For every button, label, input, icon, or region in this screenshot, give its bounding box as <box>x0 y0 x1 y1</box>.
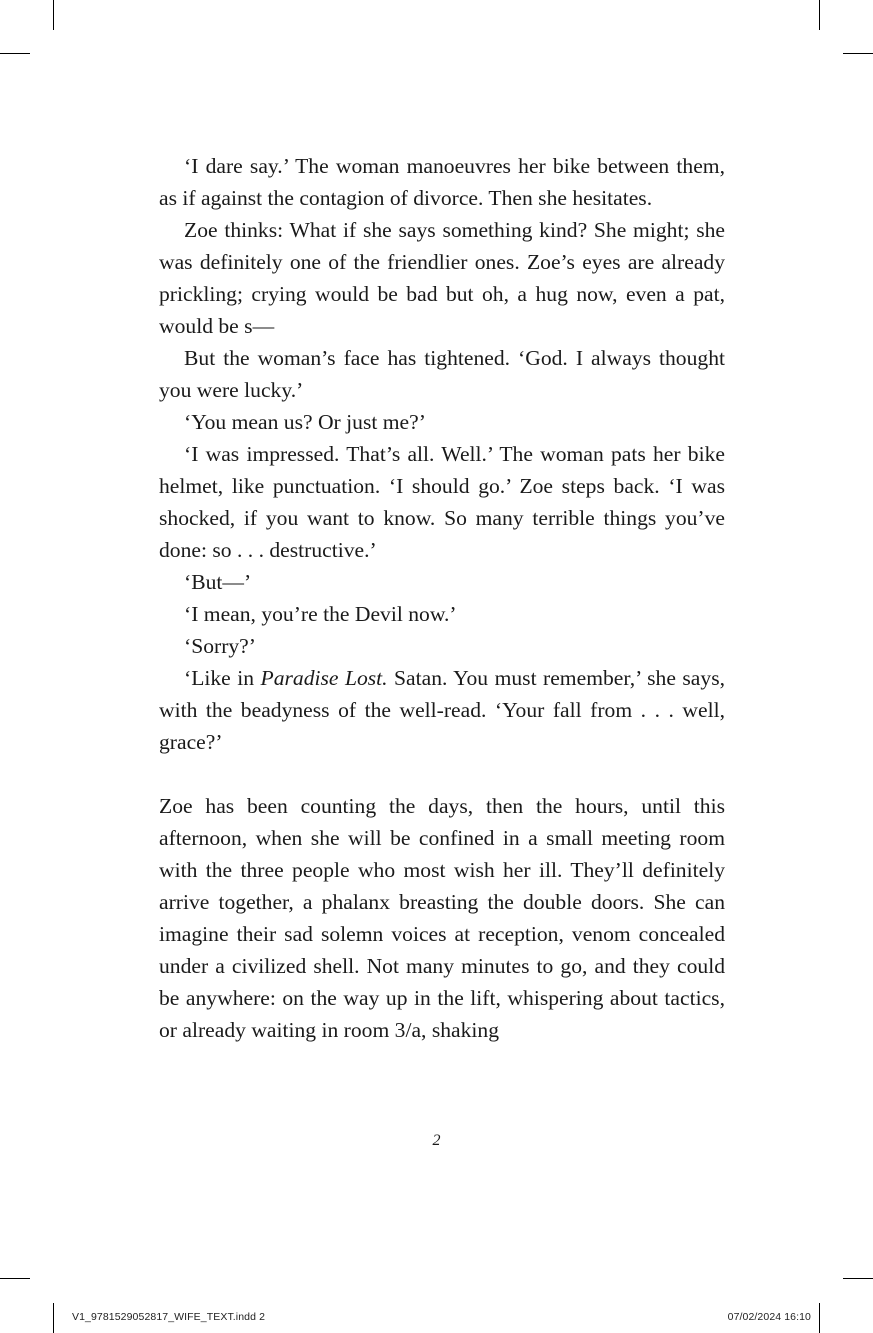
paragraph <box>159 214 725 342</box>
paragraph <box>159 406 725 438</box>
paragraph-text: ‘You mean us? Or just me?’ <box>184 410 426 434</box>
paragraph-text: Satan. You must remember,’ she says, with the beadyness of the well-read. ‘Your fall from . . . well, grace?’ <box>159 666 725 754</box>
crop-mark-left-bottom <box>0 1278 30 1279</box>
italic-title: Paradise Lost. <box>260 666 388 690</box>
paragraph-text: ‘I mean, you’re the Devil now.’ <box>184 602 457 626</box>
crop-mark-left-top <box>0 53 30 54</box>
paragraph-text: ‘But—’ <box>184 570 252 594</box>
paragraph <box>159 438 725 566</box>
paragraph-text: Zoe thinks: What if she says something kind? She might; she was definitely one of the friendlier ones. Zoe’s eyes are already prickling; crying would be bad but oh, a hug now, even a pat, would be s— <box>159 218 725 338</box>
paragraph <box>159 342 725 406</box>
paragraph <box>159 598 725 630</box>
crop-mark-bottom-right <box>819 1303 820 1333</box>
paragraph-text: ‘I dare say.’ The woman manoeuvres her bike between them, as if against the contagion of divorce. Then she hesitates. <box>159 154 725 210</box>
paragraph <box>159 566 725 598</box>
paragraph-text: ‘Like in <box>184 666 261 690</box>
body-text <box>159 150 725 1046</box>
crop-mark-top-left <box>53 0 54 30</box>
paragraph-text: But the woman’s face has tightened. ‘God. I always thought you were lucky.’ <box>159 346 725 402</box>
paragraph <box>159 150 725 214</box>
crop-mark-right-bottom <box>843 1278 873 1279</box>
crop-mark-bottom-left <box>53 1303 54 1333</box>
paragraph <box>159 662 725 758</box>
paragraph-text: ‘I was impressed. That’s all. Well.’ The woman pats her bike helmet, like punctuation. ‘I should go.’ Zoe steps back. ‘I was shocked, if you want to know. So many terrible things you’ve done: so . . . destructive.’ <box>159 442 725 562</box>
paragraph <box>159 790 725 1046</box>
paragraph-text: Zoe has been counting the days, then the hours, until this afternoon, when she will be confined in a small meeting room with the three people who most wish her ill. They’ll definitely arrive together, a phalanx breasting the double doors. She can imagine their sad solemn voices at reception, venom concealed under a civilized shell. Not many minutes to go, and they could be anywhere: on the way up in the lift, whispering about tactics, or already waiting in room 3/a, shaking <box>159 794 725 1042</box>
crop-mark-right-top <box>843 53 873 54</box>
crop-mark-top-right <box>819 0 820 30</box>
paragraph <box>159 630 725 662</box>
paragraph-text: ‘Sorry?’ <box>184 634 256 658</box>
slug-timestamp: 07/02/2024 16:10 <box>727 1311 811 1323</box>
page-number: 2 <box>432 1132 441 1149</box>
slug-filename: V1_9781529052817_WIFE_TEXT.indd 2 <box>72 1311 266 1323</box>
